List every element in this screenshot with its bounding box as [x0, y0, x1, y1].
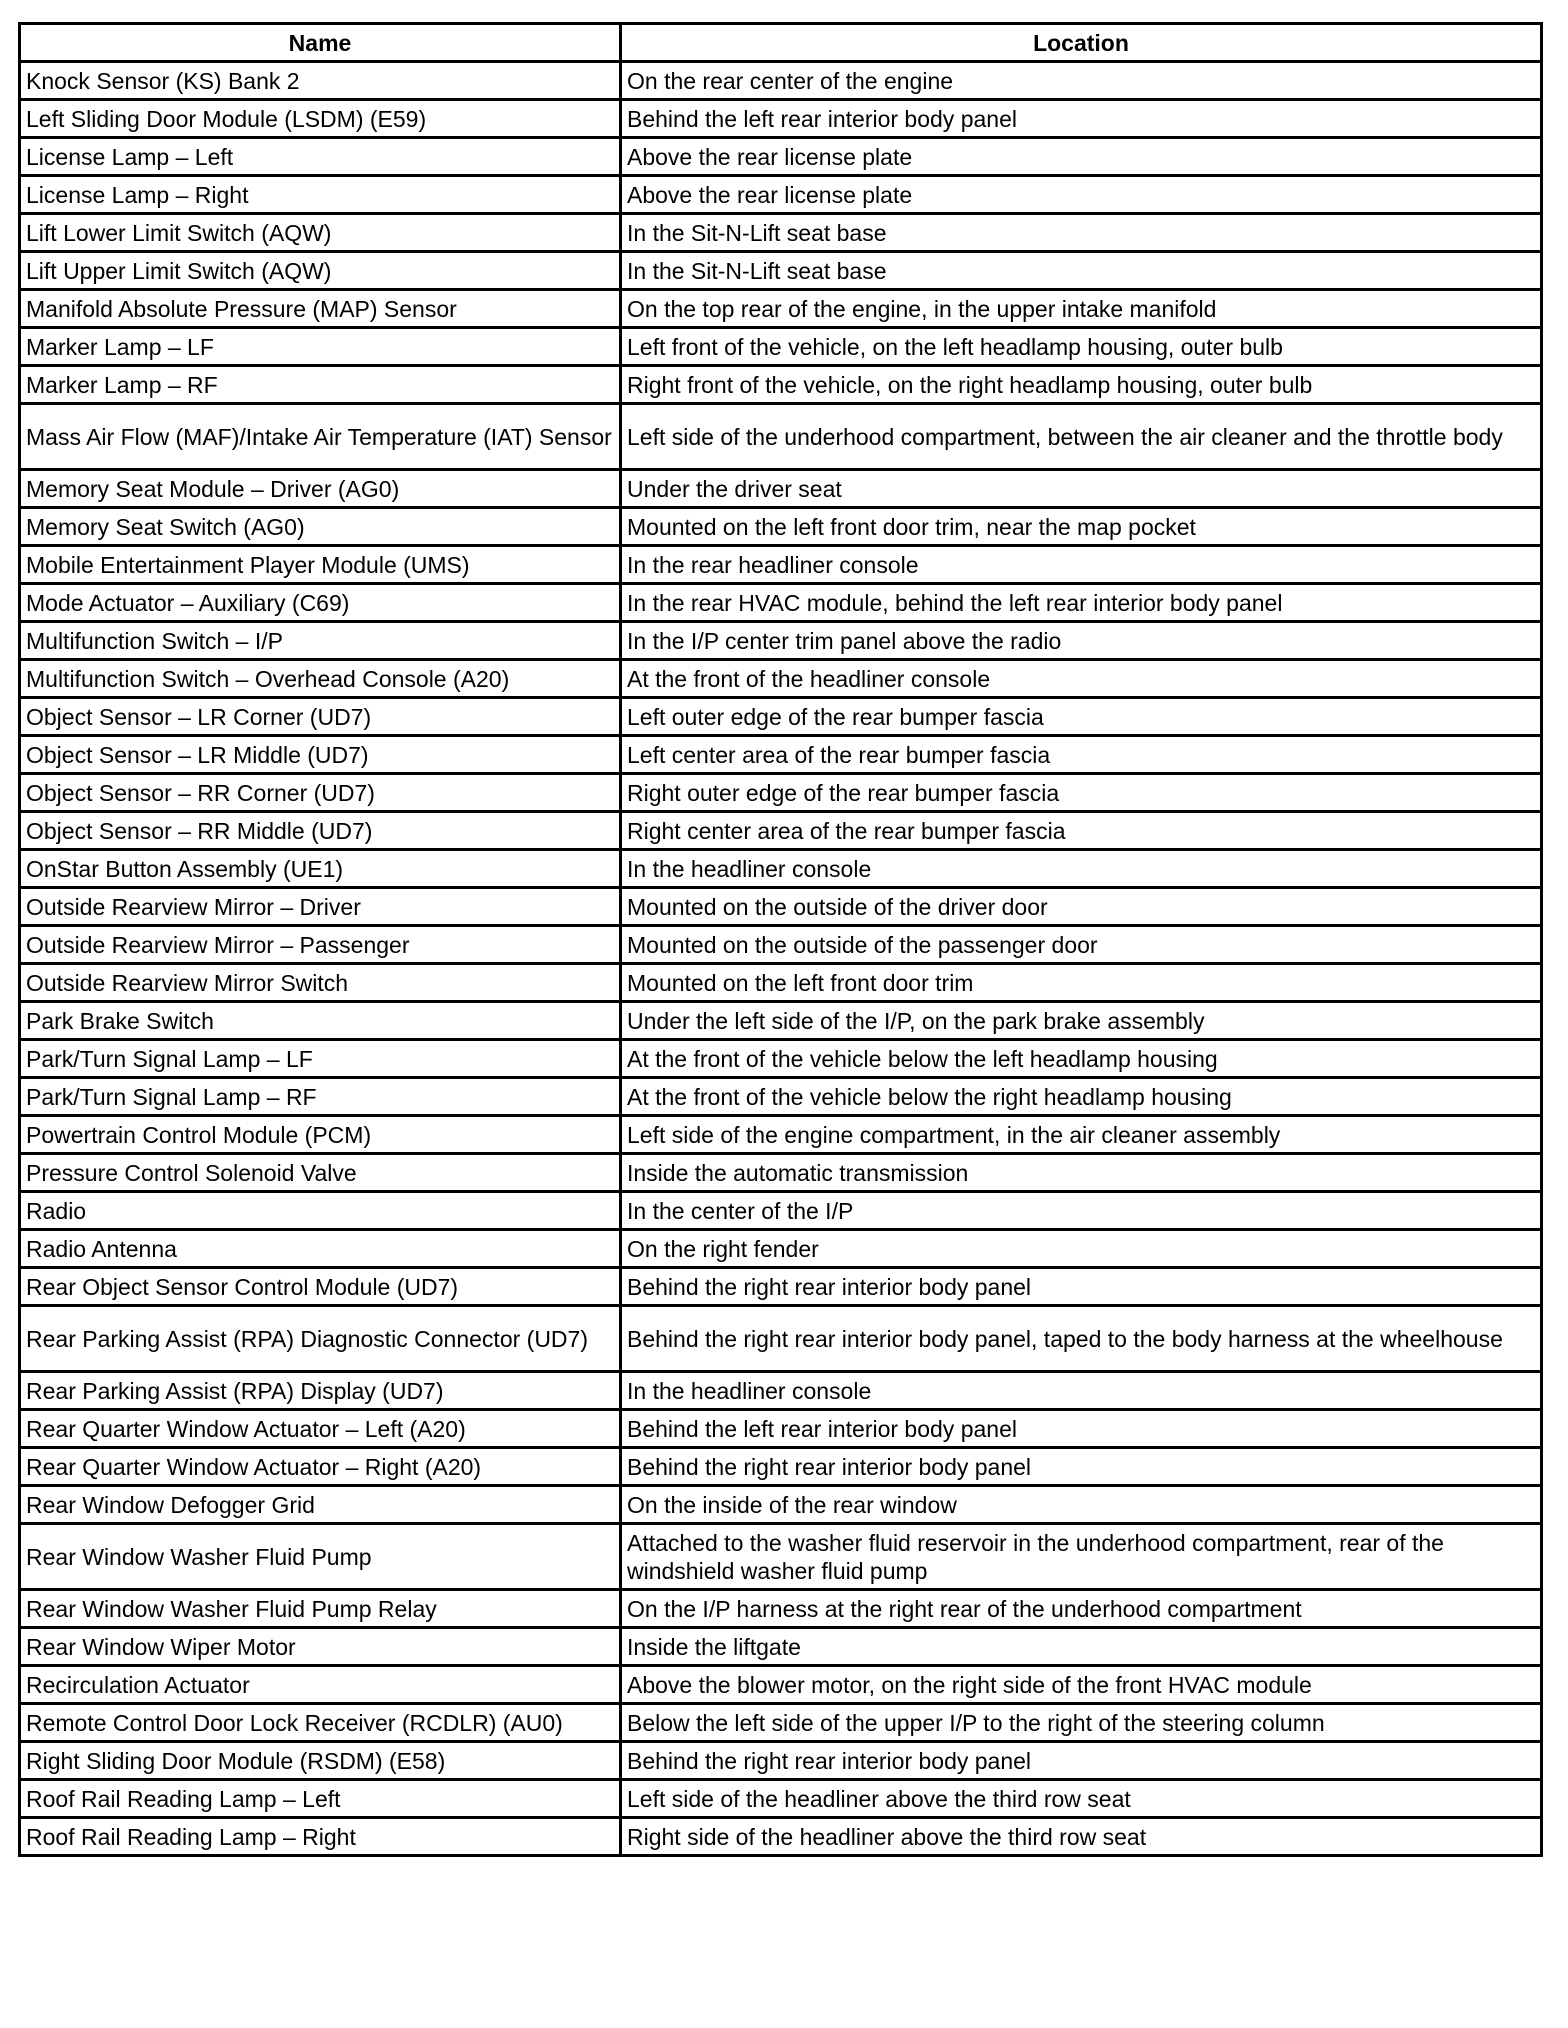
cell-name: Mass Air Flow (MAF)/Intake Air Temperature (IAT) Sensor — [20, 404, 621, 470]
cell-name: Mode Actuator – Auxiliary (C69) — [20, 584, 621, 622]
cell-location: In the headliner console — [621, 850, 1542, 888]
table-row — [20, 328, 1542, 366]
table-row — [20, 1742, 1542, 1780]
cell-location: At the front of the vehicle below the left headlamp housing — [621, 1040, 1542, 1078]
cell-location: At the front of the vehicle below the right headlamp housing — [621, 1078, 1542, 1116]
cell-location: Left outer edge of the rear bumper fascia — [621, 698, 1542, 736]
table-row — [20, 1590, 1542, 1628]
header-row — [20, 24, 1542, 62]
cell-name: Rear Window Wiper Motor — [20, 1628, 621, 1666]
table-row — [20, 850, 1542, 888]
table-row — [20, 508, 1542, 546]
component-location-table — [18, 22, 1543, 1857]
cell-name: Park Brake Switch — [20, 1002, 621, 1040]
table-row — [20, 622, 1542, 660]
cell-location: Inside the liftgate — [621, 1628, 1542, 1666]
cell-location: Above the rear license plate — [621, 176, 1542, 214]
cell-location: Behind the right rear interior body panel — [621, 1448, 1542, 1486]
cell-name: Marker Lamp – RF — [20, 366, 621, 404]
table-row — [20, 1628, 1542, 1666]
cell-name: Memory Seat Switch (AG0) — [20, 508, 621, 546]
cell-name: Roof Rail Reading Lamp – Left — [20, 1780, 621, 1818]
table-row — [20, 1410, 1542, 1448]
cell-name: Multifunction Switch – I/P — [20, 622, 621, 660]
cell-name: Object Sensor – RR Corner (UD7) — [20, 774, 621, 812]
cell-name: Lift Upper Limit Switch (AQW) — [20, 252, 621, 290]
cell-location: Left front of the vehicle, on the left headlamp housing, outer bulb — [621, 328, 1542, 366]
table-row — [20, 100, 1542, 138]
cell-name: Right Sliding Door Module (RSDM) (E58) — [20, 1742, 621, 1780]
cell-location: Above the blower motor, on the right side of the front HVAC module — [621, 1666, 1542, 1704]
table-row — [20, 290, 1542, 328]
cell-location: Right outer edge of the rear bumper fascia — [621, 774, 1542, 812]
table-row — [20, 774, 1542, 812]
cell-location: On the top rear of the engine, in the upper intake manifold — [621, 290, 1542, 328]
cell-name: Pressure Control Solenoid Valve — [20, 1154, 621, 1192]
cell-location: Under the left side of the I/P, on the park brake assembly — [621, 1002, 1542, 1040]
cell-name: Outside Rearview Mirror – Driver — [20, 888, 621, 926]
cell-name: Park/Turn Signal Lamp – LF — [20, 1040, 621, 1078]
cell-name: Knock Sensor (KS) Bank 2 — [20, 62, 621, 100]
table-row — [20, 1704, 1542, 1742]
cell-name: Radio — [20, 1192, 621, 1230]
table-row — [20, 1486, 1542, 1524]
cell-name: Rear Window Washer Fluid Pump Relay — [20, 1590, 621, 1628]
cell-location: Mounted on the outside of the passenger door — [621, 926, 1542, 964]
cell-name: Multifunction Switch – Overhead Console (A20) — [20, 660, 621, 698]
table-row — [20, 1116, 1542, 1154]
table-row — [20, 176, 1542, 214]
cell-name: Outside Rearview Mirror Switch — [20, 964, 621, 1002]
table-row — [20, 1780, 1542, 1818]
cell-name: Rear Quarter Window Actuator – Left (A20) — [20, 1410, 621, 1448]
cell-location: Mounted on the outside of the driver door — [621, 888, 1542, 926]
cell-name: Manifold Absolute Pressure (MAP) Sensor — [20, 290, 621, 328]
cell-name: Rear Parking Assist (RPA) Display (UD7) — [20, 1372, 621, 1410]
cell-name: License Lamp – Right — [20, 176, 621, 214]
cell-name: Rear Quarter Window Actuator – Right (A20) — [20, 1448, 621, 1486]
cell-location: Behind the left rear interior body panel — [621, 1410, 1542, 1448]
table-row — [20, 1268, 1542, 1306]
cell-name: Powertrain Control Module (PCM) — [20, 1116, 621, 1154]
cell-location: In the I/P center trim panel above the radio — [621, 622, 1542, 660]
cell-location: In the rear HVAC module, behind the left rear interior body panel — [621, 584, 1542, 622]
cell-location: Left side of the engine compartment, in the air cleaner assembly — [621, 1116, 1542, 1154]
cell-location: In the headliner console — [621, 1372, 1542, 1410]
cell-location: Left side of the headliner above the third row seat — [621, 1780, 1542, 1818]
cell-name: Memory Seat Module – Driver (AG0) — [20, 470, 621, 508]
table-row — [20, 736, 1542, 774]
cell-name: Roof Rail Reading Lamp – Right — [20, 1818, 621, 1856]
cell-location: At the front of the headliner console — [621, 660, 1542, 698]
column-header-name: Name — [20, 24, 621, 62]
cell-location: Right side of the headliner above the third row seat — [621, 1818, 1542, 1856]
cell-location: Below the left side of the upper I/P to the right of the steering column — [621, 1704, 1542, 1742]
table-row — [20, 660, 1542, 698]
table-row — [20, 1230, 1542, 1268]
cell-name: Marker Lamp – LF — [20, 328, 621, 366]
table-row — [20, 366, 1542, 404]
cell-name: Left Sliding Door Module (LSDM) (E59) — [20, 100, 621, 138]
table-row — [20, 1306, 1542, 1372]
table-row — [20, 404, 1542, 470]
table-row — [20, 888, 1542, 926]
cell-name: License Lamp – Left — [20, 138, 621, 176]
table-row — [20, 1666, 1542, 1704]
column-header-location: Location — [621, 24, 1542, 62]
cell-location: In the Sit-N-Lift seat base — [621, 214, 1542, 252]
table-row — [20, 1448, 1542, 1486]
table-row — [20, 1192, 1542, 1230]
cell-location: In the rear headliner console — [621, 546, 1542, 584]
cell-location: On the inside of the rear window — [621, 1486, 1542, 1524]
table-row — [20, 1524, 1542, 1590]
table-row — [20, 138, 1542, 176]
cell-location: On the right fender — [621, 1230, 1542, 1268]
cell-name: Lift Lower Limit Switch (AQW) — [20, 214, 621, 252]
table-row — [20, 252, 1542, 290]
table-row — [20, 1002, 1542, 1040]
cell-name: Object Sensor – RR Middle (UD7) — [20, 812, 621, 850]
table-row — [20, 926, 1542, 964]
table-row — [20, 964, 1542, 1002]
cell-name: Remote Control Door Lock Receiver (RCDLR) (AU0) — [20, 1704, 621, 1742]
cell-location: Under the driver seat — [621, 470, 1542, 508]
cell-location: On the rear center of the engine — [621, 62, 1542, 100]
cell-location: In the Sit-N-Lift seat base — [621, 252, 1542, 290]
table-row — [20, 698, 1542, 736]
table-body — [20, 62, 1542, 1856]
table-row — [20, 470, 1542, 508]
cell-location: In the center of the I/P — [621, 1192, 1542, 1230]
table-row — [20, 1372, 1542, 1410]
cell-location: Above the rear license plate — [621, 138, 1542, 176]
cell-name: Radio Antenna — [20, 1230, 621, 1268]
table-row — [20, 1154, 1542, 1192]
cell-name: Recirculation Actuator — [20, 1666, 621, 1704]
cell-location: Right center area of the rear bumper fascia — [621, 812, 1542, 850]
cell-location: Mounted on the left front door trim — [621, 964, 1542, 1002]
cell-location: Behind the right rear interior body panel, taped to the body harness at the wheelhouse — [621, 1306, 1542, 1372]
cell-name: Rear Parking Assist (RPA) Diagnostic Connector (UD7) — [20, 1306, 621, 1372]
cell-location: Behind the right rear interior body panel — [621, 1268, 1542, 1306]
cell-name: Rear Object Sensor Control Module (UD7) — [20, 1268, 621, 1306]
cell-location: Attached to the washer fluid reservoir in the underhood compartment, rear of the windshield washer fluid pump — [621, 1524, 1542, 1590]
cell-name: Park/Turn Signal Lamp – RF — [20, 1078, 621, 1116]
cell-name: Object Sensor – LR Corner (UD7) — [20, 698, 621, 736]
table-row — [20, 546, 1542, 584]
table-row — [20, 214, 1542, 252]
cell-name: Rear Window Defogger Grid — [20, 1486, 621, 1524]
cell-name: Outside Rearview Mirror – Passenger — [20, 926, 621, 964]
table-row — [20, 812, 1542, 850]
cell-location: Right front of the vehicle, on the right headlamp housing, outer bulb — [621, 366, 1542, 404]
table-row — [20, 62, 1542, 100]
cell-location: Left center area of the rear bumper fascia — [621, 736, 1542, 774]
cell-location: Behind the right rear interior body panel — [621, 1742, 1542, 1780]
table-row — [20, 1040, 1542, 1078]
table-row — [20, 584, 1542, 622]
table-row — [20, 1078, 1542, 1116]
cell-location: Mounted on the left front door trim, near the map pocket — [621, 508, 1542, 546]
table-header — [20, 24, 1542, 62]
cell-name: Mobile Entertainment Player Module (UMS) — [20, 546, 621, 584]
cell-location: On the I/P harness at the right rear of the underhood compartment — [621, 1590, 1542, 1628]
cell-name: Rear Window Washer Fluid Pump — [20, 1524, 621, 1590]
cell-location: Left side of the underhood compartment, between the air cleaner and the throttle body — [621, 404, 1542, 470]
cell-location: Inside the automatic transmission — [621, 1154, 1542, 1192]
cell-name: OnStar Button Assembly (UE1) — [20, 850, 621, 888]
cell-name: Object Sensor – LR Middle (UD7) — [20, 736, 621, 774]
cell-location: Behind the left rear interior body panel — [621, 100, 1542, 138]
table-row — [20, 1818, 1542, 1856]
